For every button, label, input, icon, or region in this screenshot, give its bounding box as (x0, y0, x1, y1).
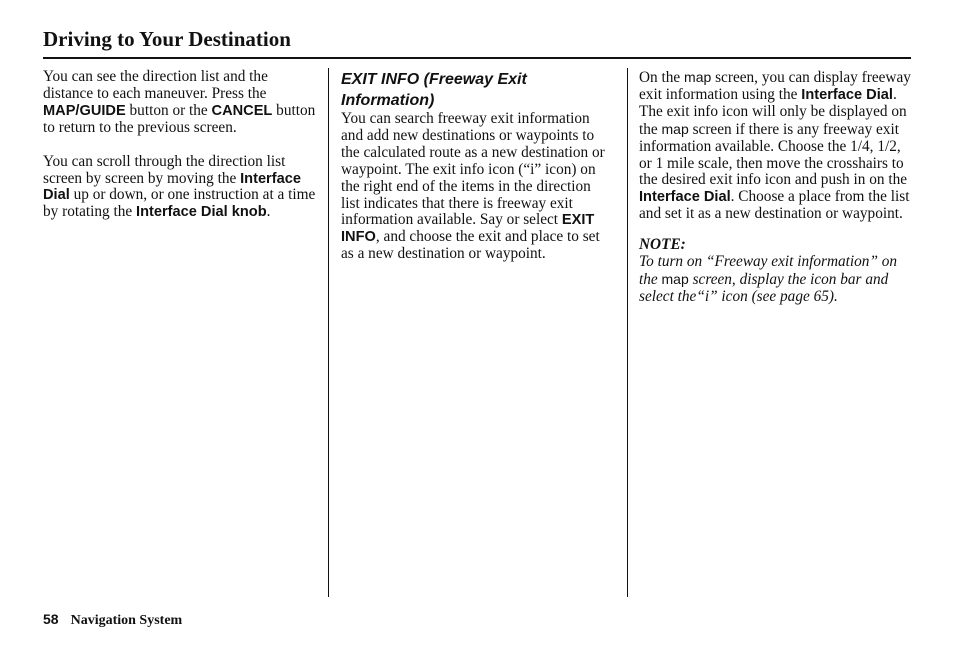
column-divider-2 (627, 68, 628, 597)
section-name: Navigation System (70, 613, 183, 628)
exit-info-heading: EXIT INFO (Freeway Exit Information) (341, 71, 527, 109)
text: up or down, or one instruction at a time by rotating the (43, 186, 316, 221)
text: On the (639, 69, 685, 86)
page-footer (43, 611, 182, 629)
text: button or the (125, 101, 212, 119)
text: screen, display the icon bar and select the“i” icon (see page 65). (639, 270, 889, 305)
interface-dial-label: Interface Dial (639, 189, 731, 206)
column-3 (639, 69, 911, 306)
note-label: NOTE: (639, 236, 686, 254)
column-1 (43, 69, 319, 221)
column-divider-1 (328, 68, 329, 597)
page-number: 58 (43, 611, 59, 627)
page-title: Driving to Your Destination (43, 27, 291, 51)
col2-paragraph-1 (341, 111, 613, 263)
interface-dial-label: Interface Dial (43, 170, 301, 204)
col3-paragraph-1 (639, 69, 911, 223)
note-text (639, 254, 911, 306)
map-screen-label: map (661, 270, 689, 287)
text: To turn on “Freeway exit information” on the (639, 253, 898, 288)
cancel-button-label: CANCEL (211, 102, 273, 119)
text: screen if there is any freeway exit information available. Choose the 1/4, 1/2, or 1 mile scale, then move the crosshairs to the desired exit info icon and push in on the (639, 120, 908, 189)
text: . (266, 203, 271, 221)
text: screen, you can display freeway exit information using the (639, 69, 911, 103)
text: . Choose a place from the list and set it as a new destination or waypoint. (639, 188, 910, 223)
col1-paragraph-2 (43, 154, 319, 222)
title-rule (43, 57, 911, 59)
text: , and choose the exit and place to set as a new destination or waypoint. (341, 228, 600, 263)
exit-info-label: EXIT INFO (341, 212, 595, 246)
interface-dial-knob-label: Interface Dial knob (136, 204, 267, 221)
text: button to return to the previous screen. (43, 101, 316, 136)
col1-paragraph-1 (43, 69, 319, 137)
map-screen-label: map (661, 120, 689, 137)
map-screen-label: map (684, 69, 712, 85)
interface-dial-label: Interface Dial (801, 86, 893, 103)
text: You can search freeway exit information and add new destinations or waypoints to the calculated route as a new destination or waypoint. The exit info icon (“i” icon) on the right end of the items in the direction list indicates that there is freeway exit information available. Say or select (341, 110, 605, 229)
column-2 (341, 69, 613, 263)
map-guide-button-label: MAP/GUIDE (43, 102, 126, 119)
text: You can scroll through the direction list screen by screen by moving the (43, 152, 286, 187)
text: . The exit info icon will only be displayed on the (639, 85, 907, 138)
text: You can see the direction list and the distance to each maneuver. Press the (43, 68, 268, 102)
